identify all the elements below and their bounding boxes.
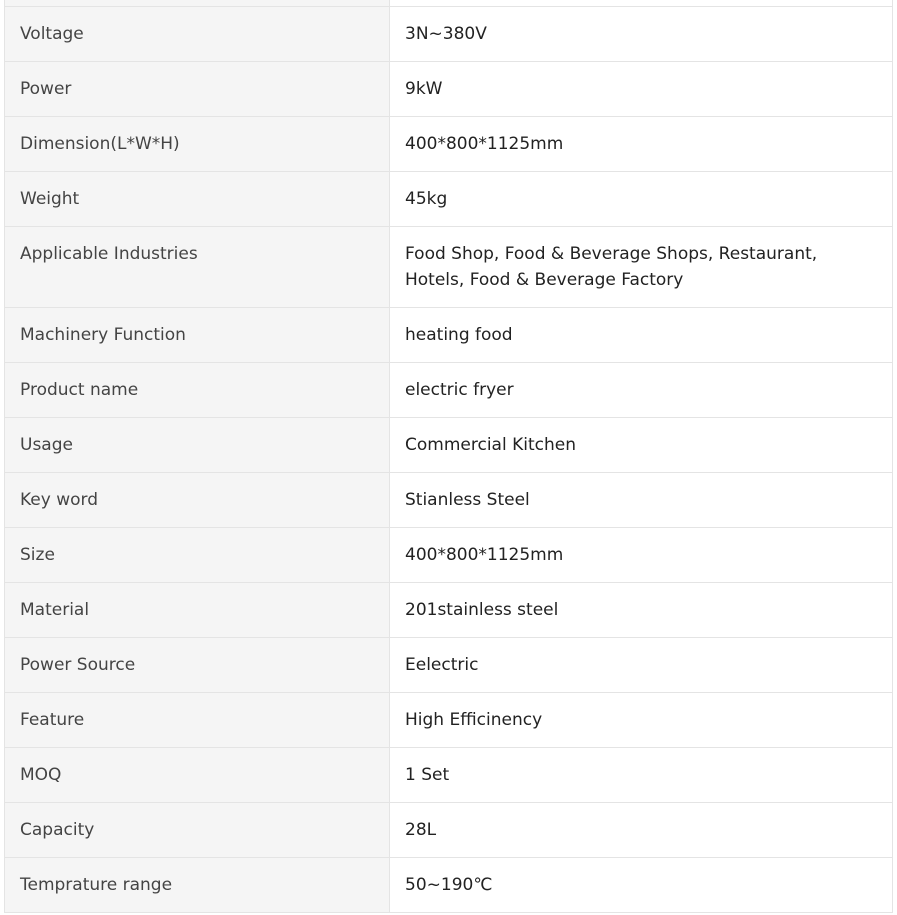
spec-value: heating food: [390, 308, 893, 363]
spec-value: 3N~380V: [390, 7, 893, 62]
spec-key: Applicable Industries: [5, 227, 390, 308]
spec-key: Machinery Function: [5, 308, 390, 363]
spec-key: Size: [5, 528, 390, 583]
table-row: [5, 62, 893, 117]
table-row: [5, 528, 893, 583]
spec-key: Material: [5, 583, 390, 638]
spec-value: 400*800*1125mm: [390, 117, 893, 172]
table-row: [5, 638, 893, 693]
spec-key: Power: [5, 62, 390, 117]
table-row: [5, 803, 893, 858]
spec-value: 45kg: [390, 172, 893, 227]
table-row: [5, 583, 893, 638]
spec-key: MOQ: [5, 748, 390, 803]
spec-value: Food Shop, Food & Beverage Shops, Restaurant, Hotels, Food & Beverage Factory: [390, 227, 893, 308]
spec-table: [4, 6, 893, 913]
spec-key: Usage: [5, 418, 390, 473]
table-row: [5, 748, 893, 803]
spec-value: electric fryer: [390, 363, 893, 418]
spec-value: Commercial Kitchen: [390, 418, 893, 473]
spec-key: Capacity: [5, 803, 390, 858]
spec-value: 50~190℃: [390, 858, 893, 913]
spec-key: Key word: [5, 473, 390, 528]
spec-key: Power Source: [5, 638, 390, 693]
table-row: [5, 693, 893, 748]
spec-key: Weight: [5, 172, 390, 227]
spec-key: Product name: [5, 363, 390, 418]
table-row: [5, 227, 893, 308]
spec-value: High Efficinency: [390, 693, 893, 748]
table-row: [5, 117, 893, 172]
table-row: [5, 418, 893, 473]
spec-value: Eelectric: [390, 638, 893, 693]
table-row: [5, 473, 893, 528]
table-row: [5, 858, 893, 913]
table-row: [5, 363, 893, 418]
spec-value: 9kW: [390, 62, 893, 117]
table-row: [5, 7, 893, 62]
spec-value: 1 Set: [390, 748, 893, 803]
spec-key: Dimension(L*W*H): [5, 117, 390, 172]
spec-value: 201stainless steel: [390, 583, 893, 638]
spec-value: Stianless Steel: [390, 473, 893, 528]
table-row: [5, 308, 893, 363]
table-row: [5, 172, 893, 227]
spec-key: Feature: [5, 693, 390, 748]
spec-value: 400*800*1125mm: [390, 528, 893, 583]
spec-key: Voltage: [5, 7, 390, 62]
spec-key: Temprature range: [5, 858, 390, 913]
spec-value: 28L: [390, 803, 893, 858]
